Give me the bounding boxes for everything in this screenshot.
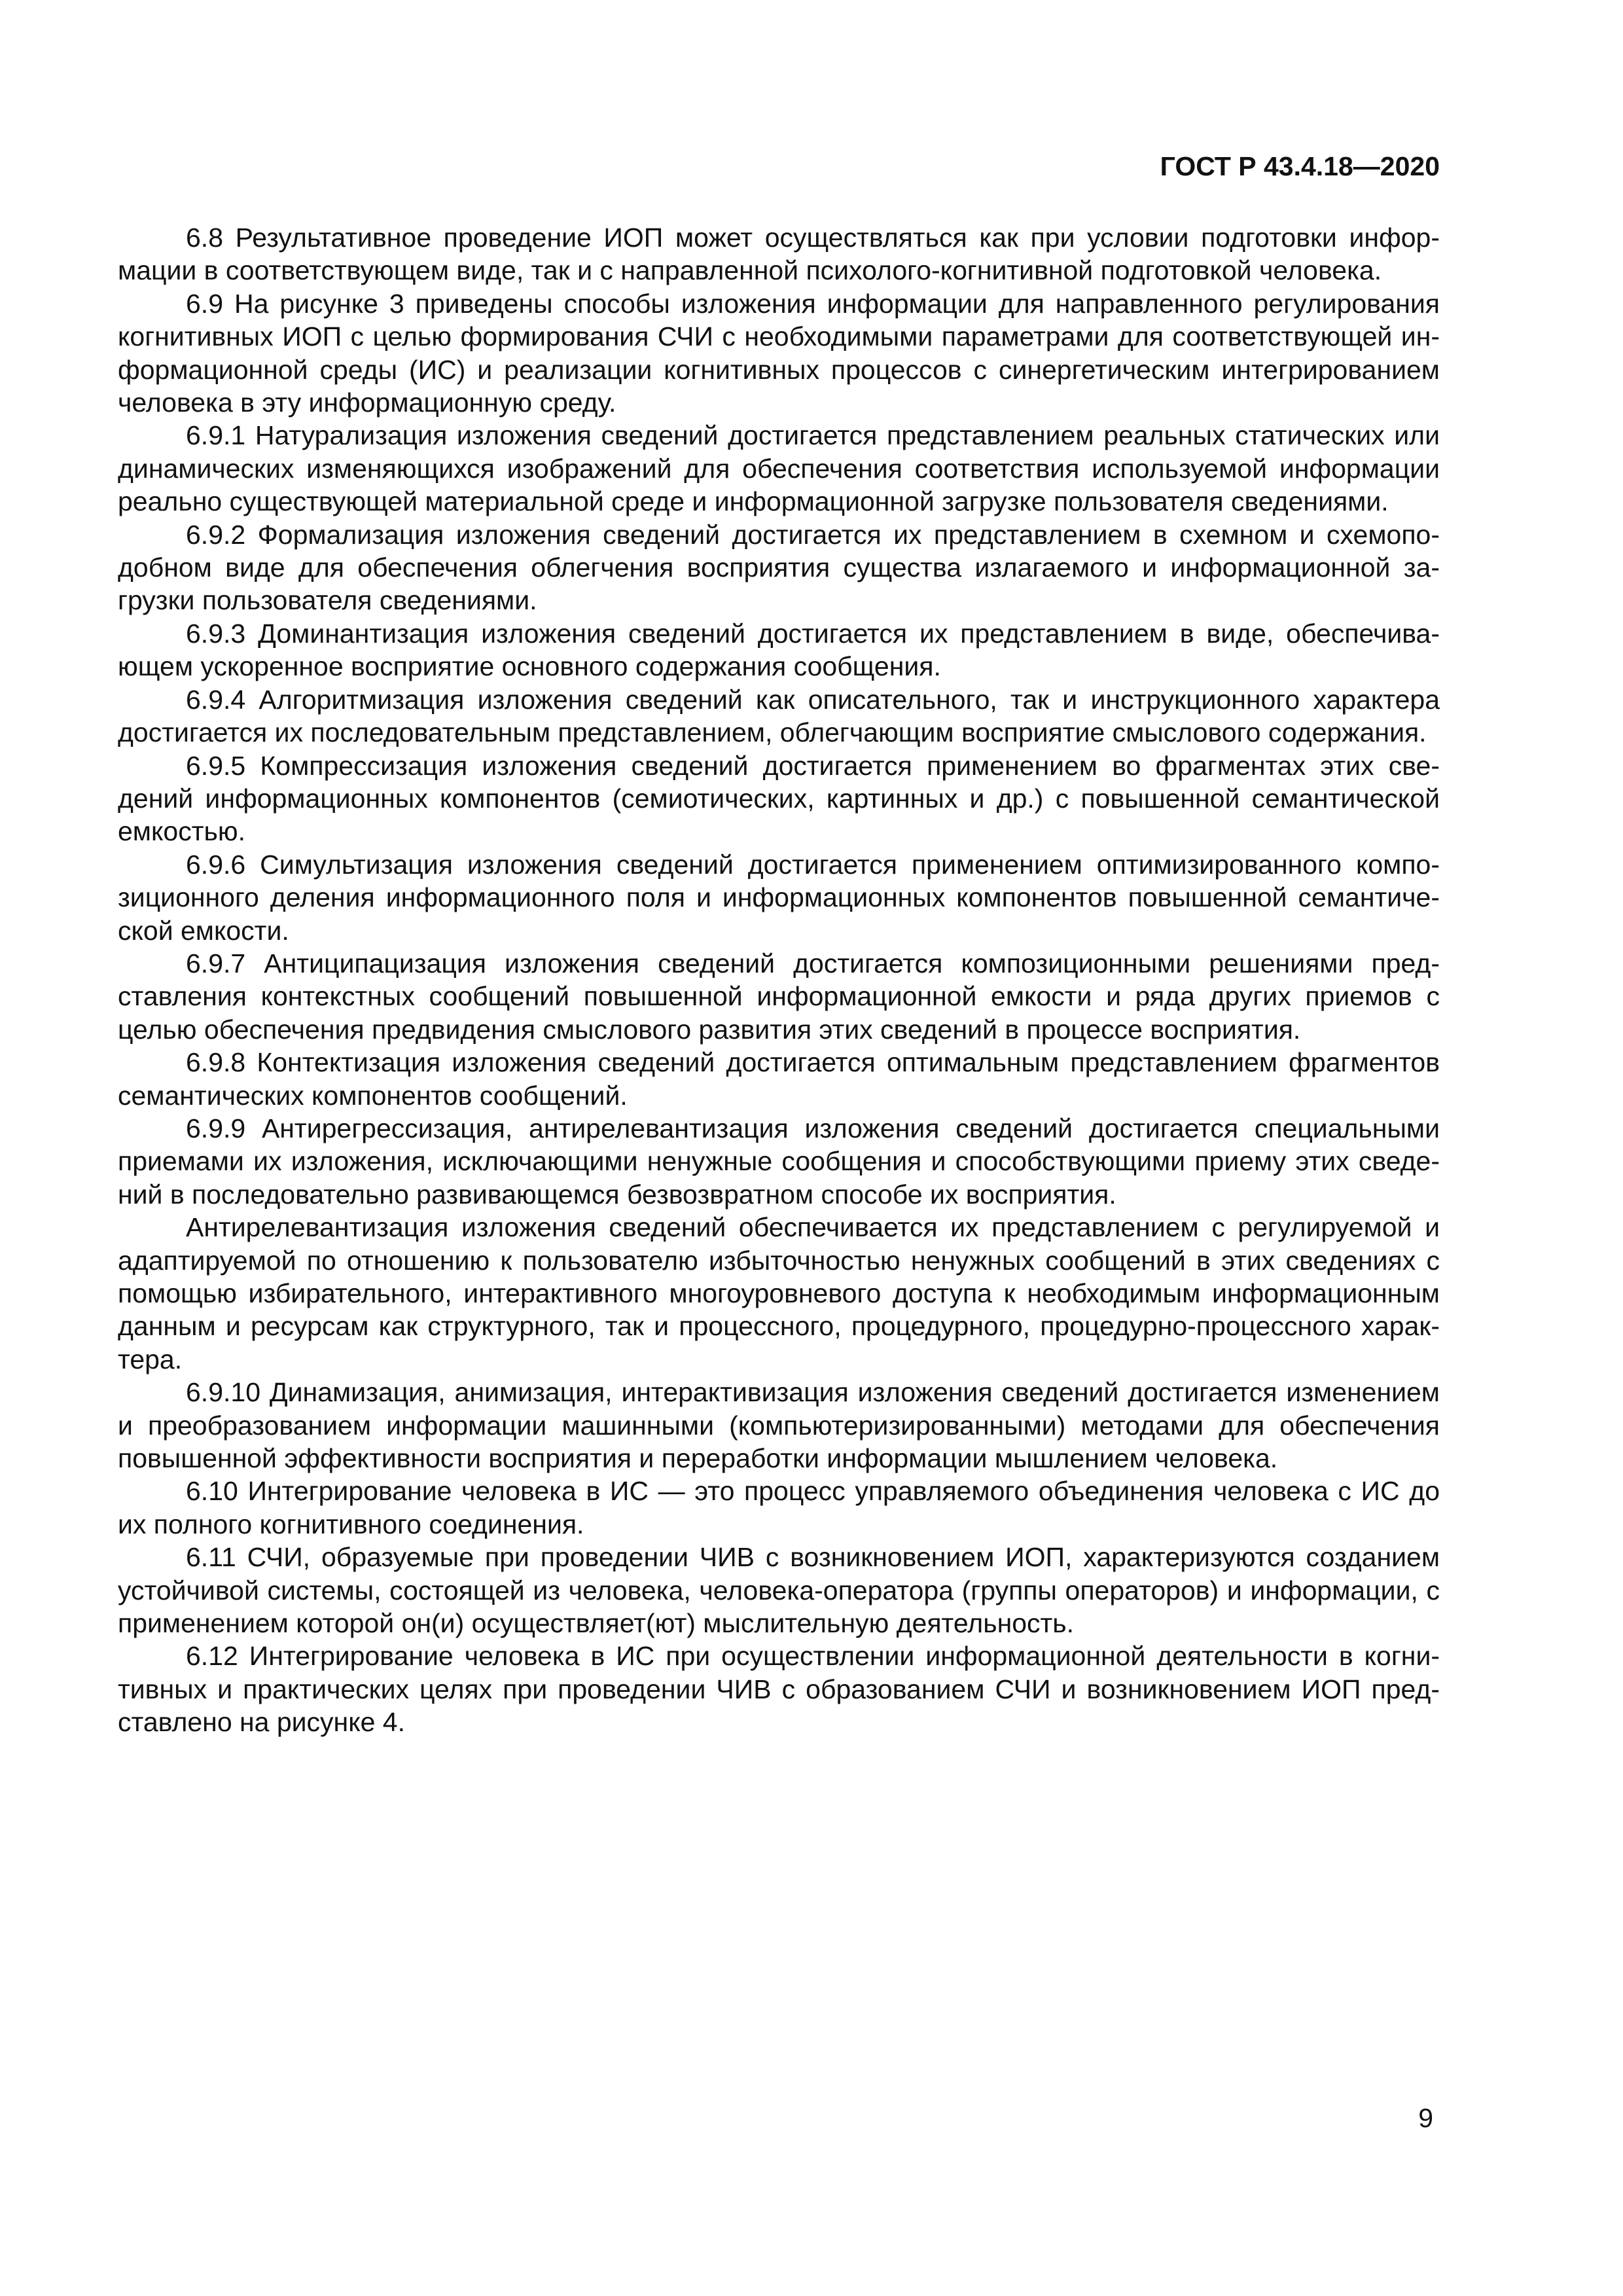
document-body [118,221,1440,1739]
paragraph-6-8: 6.8 Результативное проведение ИОП может осуществляться как при условии подготовки информации в соответствующем виде, так и с направленной психолого-когнитивной подготовкой человека. [118,223,1440,286]
paragraph-6-9: 6.9 На рисунке 3 приведены способы изложения информации для направленного регулирования когнитивных ИОП с целью формирования СЧИ с необходимыми параметрами для соответствующей информационной среды (ИС) и реализации когнитивных процессов с синергетическим интегрированием человека в эту информационную среду. [118,288,1440,418]
paragraph-6-9-7: 6.9.7 Антиципацизация изложения сведений достигается композиционными решениями представления контекстных сообщений повышенной информационной емкости и ряда других приемов с целью обеспечения предвидения смыслового развития этих сведений в процессе восприятия. [118,948,1440,1045]
paragraph-6-12: 6.12 Интегрирование человека в ИС при осуществлении информационной деятельности в когнитивных и практических целях при проведении ЧИВ с образованием СЧИ и возникновением ИОП представлено на рисунке 4. [118,1641,1440,1738]
paragraph-6-10: 6.10 Интегрирование человека в ИС — это процесс управляемого объединения человека с ИС до их полного когнитивного соединения. [118,1476,1440,1539]
paragraph-6-9-1: 6.9.1 Натурализация изложения сведений достигается представлением реальных статических или динамических изменяющихся изображений для обеспечения соответствия используемой информации реально существующей материальной среде и информационной загрузке пользователя сведениями. [118,420,1440,517]
standard-code-header: ГОСТ Р 43.4.18—2020 [1160,151,1440,181]
paragraph-6-9-3: 6.9.3 Доминантизация изложения сведений достигается их представлением в виде, обеспечивающем ускоренное восприятие основного содержания сообщения. [118,618,1440,682]
paragraph-6-9-2: 6.9.2 Формализация изложения сведений достигается их представлением в схемном и схемоподобном виде для обеспечения облегчения восприятия существа излагаемого и информационной загрузки пользователя сведениями. [118,519,1440,616]
paragraph-6-11: 6.11 СЧИ, образуемые при проведении ЧИВ с возникновением ИОП, характеризуются созданием устойчивой системы, состоящей из человека, человека-оператора (группы операторов) и информации, с применением которой он(и) осуществляет(ют) мыслительную деятельность. [118,1542,1440,1639]
paragraph-6-9-5: 6.9.5 Компрессизация изложения сведений достигается применением во фрагментах этих сведений информационных компонентов (семиотических, картинных и др.) с повышенной семантической емкостью. [118,750,1440,847]
page-number: 9 [1418,2103,1433,2133]
paragraph-6-9-10: 6.9.10 Динамизация, анимизация, интерактивизация изложения сведений достигается изменением и преобразованием информации машинными (компьютеризированными) методами для обеспечения повышенной эффективности восприятия и переработки информации мышлением человека. [118,1377,1440,1474]
paragraph-6-9-8: 6.9.8 Контектизация изложения сведений достигается оптимальным представлением фрагментов семантических компонентов сообщений. [118,1047,1440,1111]
paragraph-6-9-4: 6.9.4 Алгоритмизация изложения сведений как описательного, так и инструкционного характера достигается их последовательным представлением, облегчающим восприятие смыслового содержания. [118,684,1440,748]
paragraph-antirelevantization: Антирелевантизация изложения сведений обеспечивается их представлением с регулируемой и адаптируемой по отношению к пользователю избыточностью ненужных сообщений в этих сведениях с помощью избирательного, интерактивного многоуровневого доступа к необходимым информационным данным и ресурсам как структурного, так и процессного, процедурного, процедурно-процессного характера. [118,1212,1440,1374]
paragraph-6-9-6: 6.9.6 Симультизация изложения сведений достигается применением оптимизированного композиционного деления информационного поля и информационных компонентов повышенной семантической емкости. [118,849,1440,946]
paragraph-6-9-9: 6.9.9 Антирегрессизация, антирелевантизация изложения сведений достигается специальными приемами их изложения, исключающими ненужные сообщения и способствующими приему этих сведений в последовательно развивающемся безвозвратном способе их восприятия. [118,1113,1440,1210]
